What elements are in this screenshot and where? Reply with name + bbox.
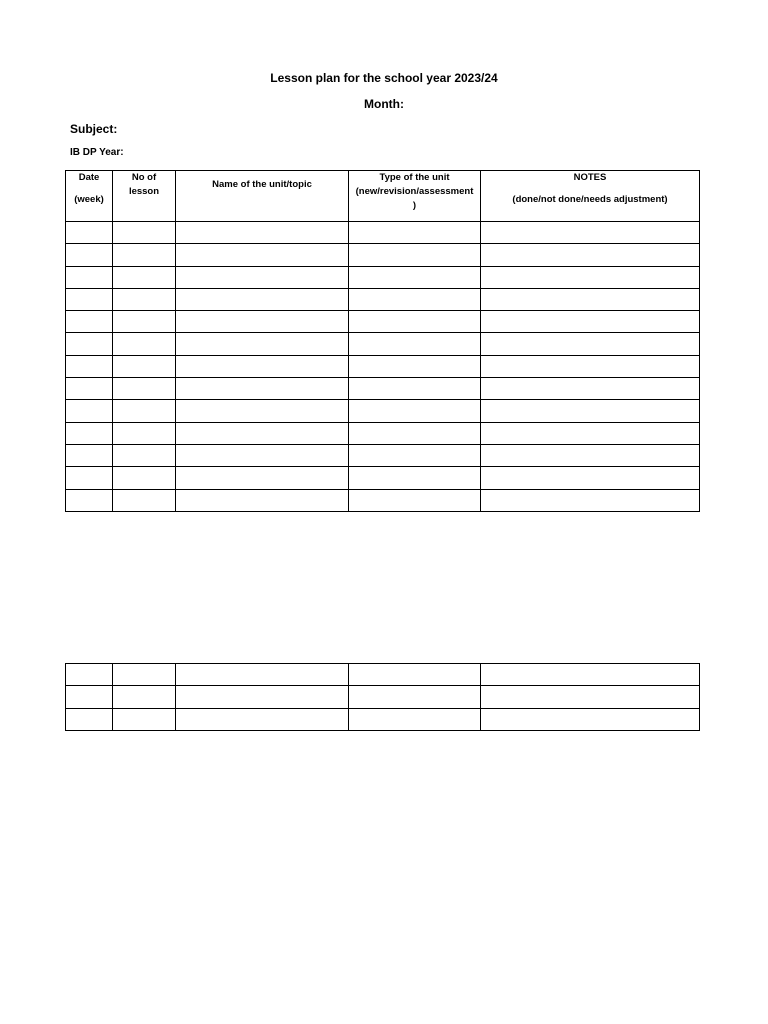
notes-cell[interactable] <box>481 400 700 422</box>
notes-cell[interactable] <box>481 378 700 400</box>
table-row <box>66 686 700 708</box>
header-lesson-label: lesson <box>128 186 160 197</box>
unit-topic-cell[interactable] <box>176 244 349 266</box>
unit-type-cell[interactable] <box>349 444 481 466</box>
unit-topic-cell[interactable] <box>176 400 349 422</box>
lesson-number-cell[interactable] <box>113 686 176 708</box>
header-unit-topic <box>176 171 349 222</box>
lesson-number-cell[interactable] <box>113 444 176 466</box>
lesson-number-cell[interactable] <box>113 708 176 730</box>
lesson-number-cell[interactable] <box>113 400 176 422</box>
unit-type-cell[interactable] <box>349 244 481 266</box>
unit-type-cell[interactable] <box>349 422 481 444</box>
unit-type-cell[interactable] <box>349 266 481 288</box>
lesson-number-cell[interactable] <box>113 333 176 355</box>
header-unit-type <box>349 171 481 222</box>
subject-label: Subject: <box>70 122 118 136</box>
unit-topic-cell[interactable] <box>176 489 349 511</box>
lesson-number-cell[interactable] <box>113 311 176 333</box>
header-type-label-3: ) <box>412 200 417 211</box>
notes-cell[interactable] <box>481 288 700 310</box>
table-row <box>66 400 700 422</box>
lesson-number-cell[interactable] <box>113 288 176 310</box>
unit-topic-cell[interactable] <box>176 355 349 377</box>
lesson-number-cell[interactable] <box>113 266 176 288</box>
notes-cell[interactable] <box>481 311 700 333</box>
unit-type-cell[interactable] <box>349 222 481 244</box>
ib-dp-year-label: IB DP Year: <box>70 147 124 158</box>
lesson-number-cell[interactable] <box>113 244 176 266</box>
date-cell[interactable] <box>66 400 113 422</box>
unit-topic-cell[interactable] <box>176 222 349 244</box>
unit-topic-cell[interactable] <box>176 422 349 444</box>
unit-type-cell[interactable] <box>349 311 481 333</box>
table-row <box>66 244 700 266</box>
unit-type-cell[interactable] <box>349 355 481 377</box>
unit-type-cell[interactable] <box>349 489 481 511</box>
lesson-number-cell[interactable] <box>113 355 176 377</box>
unit-topic-cell[interactable] <box>176 467 349 489</box>
unit-topic-cell[interactable] <box>176 288 349 310</box>
notes-cell[interactable] <box>481 708 700 730</box>
unit-type-cell[interactable] <box>349 333 481 355</box>
table-row <box>66 489 700 511</box>
lesson-number-cell[interactable] <box>113 664 176 686</box>
notes-cell[interactable] <box>481 266 700 288</box>
notes-cell[interactable] <box>481 489 700 511</box>
unit-topic-cell[interactable] <box>176 664 349 686</box>
notes-cell[interactable] <box>481 244 700 266</box>
unit-type-cell[interactable] <box>349 467 481 489</box>
unit-type-cell[interactable] <box>349 686 481 708</box>
date-cell[interactable] <box>66 378 113 400</box>
notes-cell[interactable] <box>481 686 700 708</box>
lesson-number-cell[interactable] <box>113 467 176 489</box>
lesson-number-cell[interactable] <box>113 222 176 244</box>
unit-type-cell[interactable] <box>349 378 481 400</box>
header-type-label-1: Type of the unit <box>379 172 450 183</box>
unit-topic-cell[interactable] <box>176 266 349 288</box>
date-cell[interactable] <box>66 708 113 730</box>
header-notes-label: NOTES <box>573 172 607 183</box>
header-week-label: (week) <box>74 194 104 205</box>
lesson-plan-table <box>65 170 700 512</box>
date-cell[interactable] <box>66 333 113 355</box>
date-cell[interactable] <box>66 489 113 511</box>
date-cell[interactable] <box>66 422 113 444</box>
table-row <box>66 355 700 377</box>
notes-cell[interactable] <box>481 422 700 444</box>
table-row <box>66 222 700 244</box>
table-row <box>66 378 700 400</box>
lesson-number-cell[interactable] <box>113 378 176 400</box>
notes-cell[interactable] <box>481 467 700 489</box>
unit-topic-cell[interactable] <box>176 708 349 730</box>
notes-cell[interactable] <box>481 222 700 244</box>
date-cell[interactable] <box>66 664 113 686</box>
unit-type-cell[interactable] <box>349 708 481 730</box>
table-row <box>66 467 700 489</box>
date-cell[interactable] <box>66 266 113 288</box>
header-type-label-2: (new/revision/assessment <box>355 186 474 197</box>
table-row <box>66 664 700 686</box>
unit-topic-cell[interactable] <box>176 311 349 333</box>
unit-topic-cell[interactable] <box>176 444 349 466</box>
unit-topic-cell[interactable] <box>176 378 349 400</box>
date-cell[interactable] <box>66 288 113 310</box>
notes-cell[interactable] <box>481 664 700 686</box>
header-name-label: Name of the unit/topic <box>212 179 312 190</box>
date-cell[interactable] <box>66 686 113 708</box>
table-row <box>66 333 700 355</box>
lesson-number-cell[interactable] <box>113 422 176 444</box>
header-no-of-label: No of <box>131 172 157 183</box>
table-row <box>66 708 700 730</box>
lesson-plan-table-continued <box>65 663 700 731</box>
unit-type-cell[interactable] <box>349 400 481 422</box>
header-notes <box>481 171 700 222</box>
header-lesson-number <box>113 171 176 222</box>
header-date <box>66 171 113 222</box>
month-label: Month: <box>364 97 404 111</box>
document-title: Lesson plan for the school year 2023/24 <box>270 71 498 85</box>
notes-cell[interactable] <box>481 333 700 355</box>
date-cell[interactable] <box>66 311 113 333</box>
table-row <box>66 288 700 310</box>
lesson-number-cell[interactable] <box>113 489 176 511</box>
table-row <box>66 311 700 333</box>
table-row <box>66 444 700 466</box>
unit-type-cell[interactable] <box>349 288 481 310</box>
unit-type-cell[interactable] <box>349 664 481 686</box>
date-cell[interactable] <box>66 467 113 489</box>
date-cell[interactable] <box>66 355 113 377</box>
notes-cell[interactable] <box>481 355 700 377</box>
unit-topic-cell[interactable] <box>176 333 349 355</box>
table-row <box>66 422 700 444</box>
header-notes-sub-label: (done/not done/needs adjustment) <box>512 194 668 205</box>
date-cell[interactable] <box>66 444 113 466</box>
table-row <box>66 266 700 288</box>
unit-topic-cell[interactable] <box>176 686 349 708</box>
notes-cell[interactable] <box>481 444 700 466</box>
header-date-label: Date <box>78 172 100 183</box>
date-cell[interactable] <box>66 222 113 244</box>
date-cell[interactable] <box>66 244 113 266</box>
table-header-row <box>66 171 700 222</box>
